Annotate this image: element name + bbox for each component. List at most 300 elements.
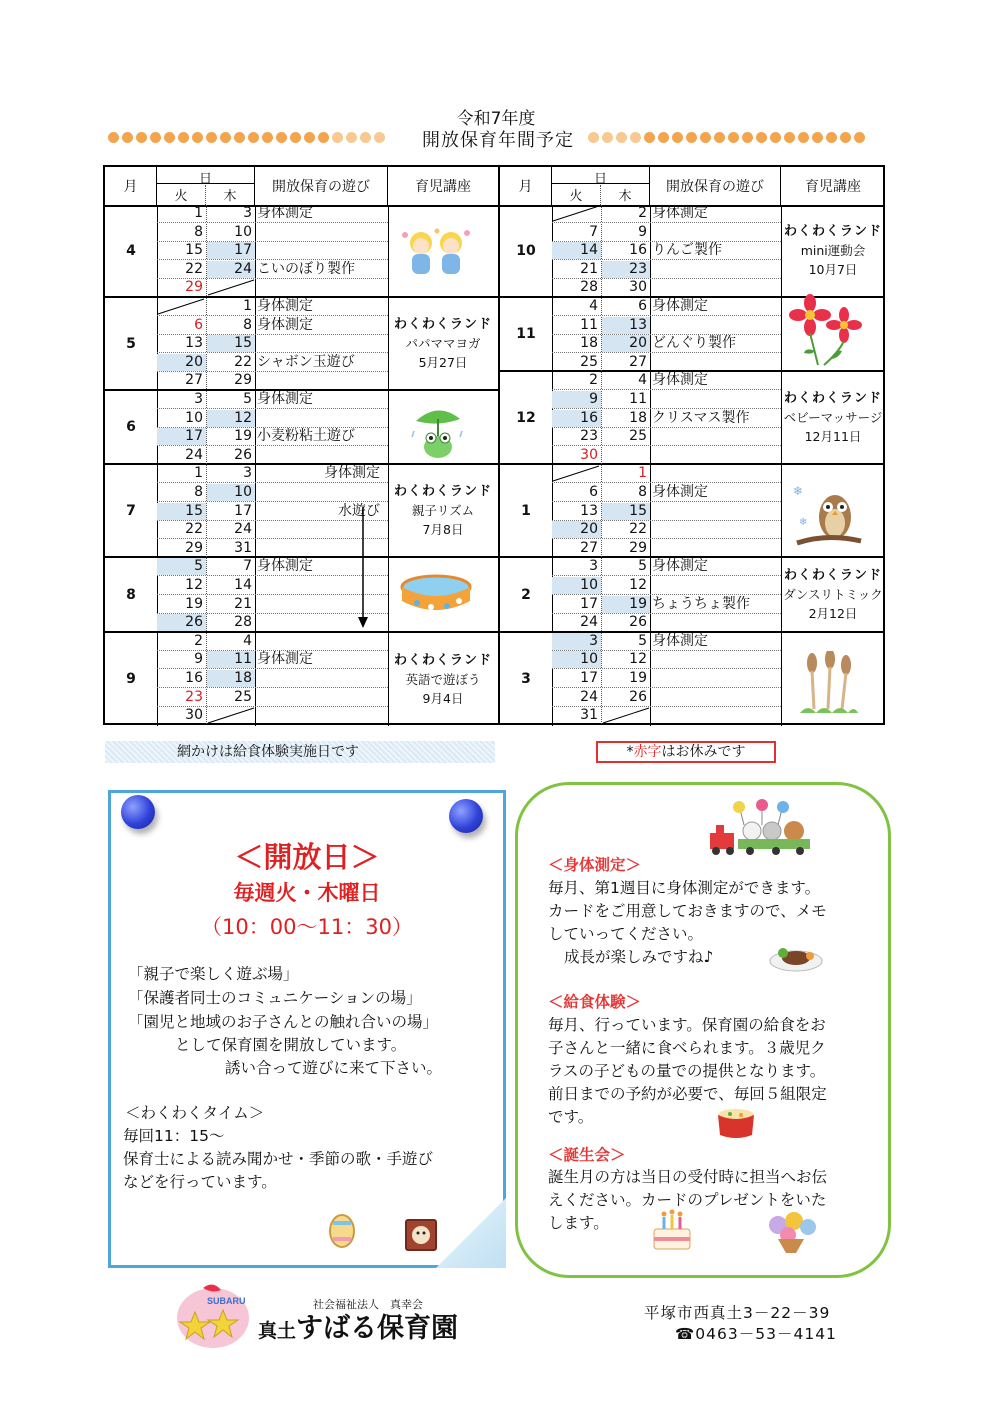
play-activity: シャボン玉遊び xyxy=(257,353,355,370)
measure-line: 成長が楽しみですね♪ xyxy=(564,948,714,966)
day-row xyxy=(552,224,781,242)
open-day-line: 「親子で楽しく遊ぶ場」 xyxy=(128,965,299,983)
dot-ornament xyxy=(332,132,343,143)
course-series: わくわくランド xyxy=(393,484,492,500)
day-row xyxy=(157,298,388,316)
day-row xyxy=(157,447,388,465)
thursday-date: 6 xyxy=(638,298,647,314)
dot-ornament xyxy=(262,132,273,143)
play-activity: 身体測定 xyxy=(257,558,313,575)
dot-divider-right xyxy=(588,132,865,144)
day-row xyxy=(552,205,781,223)
thursday-date: 27 xyxy=(629,353,647,370)
day-row xyxy=(157,205,388,223)
course-date: 10月7日 xyxy=(808,262,858,277)
tuesday-date: 8 xyxy=(194,483,203,500)
tuesday-date: 14 xyxy=(552,242,601,259)
open-day-time: （10：00～11：30） xyxy=(201,915,413,939)
tuesday-date: 27 xyxy=(580,539,598,556)
plan-year: 令和7年度 xyxy=(456,109,536,129)
play-activity: 身体測定 xyxy=(652,558,708,575)
play-activity xyxy=(650,354,779,371)
day-row xyxy=(552,577,781,595)
tuesday-date: 8 xyxy=(194,223,203,240)
month-label: 1 xyxy=(500,465,553,556)
address: 平塚市西真土3－22－39 xyxy=(644,1304,831,1322)
lunch-title: ＜給食体験＞ xyxy=(548,993,642,1011)
open-day-panel xyxy=(108,790,506,1268)
lunch-line: 子さんと一緒に食べられます。３歳児ク xyxy=(548,1039,826,1057)
corporation-name: 社会福祉法人 真幸会 xyxy=(313,1298,423,1311)
day-row xyxy=(552,521,781,539)
tuesday-date: 17 xyxy=(580,669,598,686)
day-row xyxy=(157,354,388,372)
dot-ornament xyxy=(220,132,231,143)
dot-ornament xyxy=(602,132,613,143)
horsetail-icon xyxy=(796,651,860,717)
day-row xyxy=(157,242,388,260)
thursday-date: 20 xyxy=(602,335,650,352)
month-block xyxy=(105,298,498,391)
logo-text: SUBARU xyxy=(207,1296,246,1306)
day-row xyxy=(157,540,388,558)
tuesday-date: 23 xyxy=(185,688,203,705)
day-row xyxy=(157,391,388,409)
play-activity xyxy=(650,224,779,241)
thursday-date: 31 xyxy=(234,539,252,556)
play-activity xyxy=(255,410,386,427)
day-row xyxy=(157,261,388,279)
play-activity: 身体測定 xyxy=(257,205,313,221)
day-row xyxy=(157,503,388,521)
subaru-logo xyxy=(173,1282,251,1350)
play-activity xyxy=(255,279,386,296)
parenting-course xyxy=(781,372,885,463)
thursday-date: 18 xyxy=(629,409,647,426)
thursday-date: 11 xyxy=(207,651,255,668)
thursday-date: 15 xyxy=(207,335,255,352)
course-name: 親子リズム xyxy=(411,503,475,519)
tuesday-date: 15 xyxy=(185,242,203,259)
day-row xyxy=(552,689,781,707)
lunch-line: です。 xyxy=(548,1108,594,1126)
course-date: 7月8日 xyxy=(422,522,464,538)
course-date: 9月4日 xyxy=(422,690,464,706)
dot-ornament xyxy=(742,132,753,143)
month-label: 11 xyxy=(500,298,553,370)
dot-ornament xyxy=(248,132,259,143)
open-day-line: として保育園を開放しています。 xyxy=(175,1036,407,1054)
dot-ornament xyxy=(812,132,823,143)
thursday-date: 15 xyxy=(602,503,650,520)
dot-ornament xyxy=(700,132,711,143)
dot-ornament xyxy=(658,132,669,143)
tuesday-date: 29 xyxy=(185,539,203,556)
day-row xyxy=(157,465,388,483)
day-row xyxy=(157,279,388,297)
dot-ornament xyxy=(206,132,217,143)
play-activity: クリスマス製作 xyxy=(652,409,750,426)
play-activity: りんご製作 xyxy=(652,242,722,259)
month-block xyxy=(105,465,498,558)
play-activity xyxy=(255,484,386,501)
month-label: 8 xyxy=(105,558,158,630)
day-row xyxy=(157,707,388,725)
day-row xyxy=(552,410,781,428)
play-activity xyxy=(650,670,779,687)
tuesday-date: 9 xyxy=(194,651,203,668)
thursday-date: 29 xyxy=(629,539,647,556)
play-activity: 身体測定 xyxy=(257,391,313,407)
tuesday-date: 5 xyxy=(157,558,206,575)
tuesday-date: 20 xyxy=(552,521,601,538)
thursday-date: 5 xyxy=(638,558,647,575)
day-row xyxy=(552,484,781,502)
open-day-line: 「保護者同士のコミュニケーションの場」 xyxy=(128,989,422,1007)
red-legend-suffix: はお休みです xyxy=(661,744,746,760)
tuesday-date: 19 xyxy=(185,595,203,612)
thursday-date: 12 xyxy=(629,576,647,593)
page-curl xyxy=(436,1198,506,1268)
nursery-prefix: 真土 xyxy=(258,1320,297,1342)
thursday-date: 4 xyxy=(638,372,647,389)
play-activity xyxy=(650,651,779,668)
no-session-slash xyxy=(552,205,600,222)
play-activity xyxy=(650,428,779,445)
dot-ornament xyxy=(770,132,781,143)
thursday-date: 11 xyxy=(629,390,647,407)
dot-ornament xyxy=(374,132,385,143)
tuesday-date: 11 xyxy=(580,316,598,333)
thursday-date: 13 xyxy=(602,317,650,334)
page-title: 開放保育年間予定 xyxy=(422,130,574,151)
red-legend-word: 赤字 xyxy=(633,744,662,760)
svg-text:❄: ❄ xyxy=(793,484,804,498)
day-row xyxy=(552,335,781,353)
play-activity xyxy=(255,689,386,706)
tuesday-date: 24 xyxy=(580,688,598,705)
dot-ornament xyxy=(728,132,739,143)
month-label: 7 xyxy=(105,465,158,556)
parenting-course xyxy=(388,298,498,389)
month-block xyxy=(105,633,498,726)
no-session-slash xyxy=(602,707,650,724)
day-row xyxy=(552,614,781,632)
frog-leaf-icon xyxy=(410,401,466,461)
pushpin-icon xyxy=(121,795,155,829)
dot-ornament xyxy=(644,132,655,143)
thursday-date: 24 xyxy=(207,261,255,278)
course-series: わくわくランド xyxy=(783,391,882,407)
tuesday-date: 29 xyxy=(185,279,203,296)
header-thu: 木 xyxy=(618,189,632,204)
month-block xyxy=(500,205,885,298)
month-label: 4 xyxy=(105,205,158,296)
play-activity xyxy=(650,317,779,334)
dot-divider-left xyxy=(108,132,385,144)
open-day-days: 毎週火・木曜日 xyxy=(233,881,381,905)
thursday-date: 22 xyxy=(629,521,647,538)
thursday-date xyxy=(602,447,650,464)
tuesday-date: 4 xyxy=(589,298,598,314)
day-row xyxy=(552,651,781,669)
play-activity xyxy=(650,521,779,538)
play-activity xyxy=(650,279,779,296)
measure-line: 毎月、第1週目に身体測定ができます。 xyxy=(548,879,821,897)
play-activity xyxy=(650,465,779,482)
open-day-title: ＜開放日＞ xyxy=(234,840,380,874)
play-activity xyxy=(650,447,779,464)
month-label: 12 xyxy=(500,372,553,463)
thursday-date: 9 xyxy=(638,223,647,240)
open-day-line: 「園児と地域のお子さんとの触れ合いの場」 xyxy=(128,1013,439,1031)
day-row xyxy=(157,335,388,353)
toy-train-icon xyxy=(706,799,814,857)
tuesday-date: 28 xyxy=(580,279,598,296)
tuesday-date: 30 xyxy=(185,707,203,724)
play-activity: ちょうちょ製作 xyxy=(652,595,750,612)
pool-icon xyxy=(399,573,473,615)
tuesday-date: 22 xyxy=(185,521,203,538)
dot-ornament xyxy=(686,132,697,143)
thursday-date: 2 xyxy=(638,205,647,221)
tuesday-date: 31 xyxy=(580,707,598,724)
thursday-date: 26 xyxy=(234,446,252,463)
thursday-date: 19 xyxy=(234,428,252,445)
pushpin-icon xyxy=(449,799,483,833)
day-row xyxy=(552,465,781,483)
children-icon xyxy=(397,225,477,283)
dot-ornament xyxy=(164,132,175,143)
header-month: 月 xyxy=(500,167,552,205)
play-activity xyxy=(650,261,779,278)
play-activity xyxy=(650,614,779,631)
course-date: 2月12日 xyxy=(808,606,858,622)
thursday-date: 29 xyxy=(234,372,252,389)
tuesday-date: 1 xyxy=(194,465,203,482)
measure-line: していってください。 xyxy=(548,925,704,943)
thursday-date: 21 xyxy=(234,595,252,612)
month-block xyxy=(500,372,885,465)
day-row xyxy=(157,558,388,576)
measure-line: カードをご用意しておきますので、メモ xyxy=(548,902,827,920)
play-activity xyxy=(650,540,779,557)
play-activity xyxy=(650,503,779,520)
tuesday-date: 18 xyxy=(580,335,598,352)
calendar-header xyxy=(500,167,885,207)
thursday-date: 12 xyxy=(629,651,647,668)
thursday-date: 22 xyxy=(234,353,252,370)
day-row xyxy=(552,261,781,279)
tuesday-date: 10 xyxy=(552,577,601,594)
course-series: わくわくランド xyxy=(783,224,882,239)
thursday-date: 26 xyxy=(629,688,647,705)
day-row xyxy=(552,391,781,409)
day-row xyxy=(157,428,388,446)
thursday-date: 8 xyxy=(243,316,252,333)
thursday-date: 26 xyxy=(629,614,647,631)
tuesday-date: 13 xyxy=(185,335,203,352)
calendar-right-half xyxy=(498,167,885,723)
header-day-label: 日 xyxy=(552,168,649,184)
play-activity xyxy=(650,577,779,594)
course-date: 5月27日 xyxy=(418,355,468,370)
tuesday-date: 10 xyxy=(552,651,601,668)
dot-ornament xyxy=(840,132,851,143)
day-row xyxy=(552,298,781,316)
header-play: 開放保育の遊び xyxy=(650,167,781,205)
dot-ornament xyxy=(714,132,725,143)
day-row xyxy=(157,484,388,502)
calendar-header xyxy=(105,167,498,207)
no-session-slash xyxy=(157,298,205,315)
course-name: ベビーマッサージ xyxy=(783,410,883,426)
thursday-date: 24 xyxy=(234,521,252,538)
dot-ornament xyxy=(122,132,133,143)
month-label: 3 xyxy=(500,633,553,726)
dot-ornament xyxy=(616,132,627,143)
tuesday-date: 12 xyxy=(185,576,203,593)
play-activity: 身体測定 xyxy=(257,651,313,668)
thursday-date: 3 xyxy=(243,465,252,482)
day-row xyxy=(552,596,781,614)
header-month: 月 xyxy=(105,167,157,205)
month-block xyxy=(500,558,885,632)
tuesday-date: 27 xyxy=(185,372,203,389)
birthday-title: ＜誕生会＞ xyxy=(548,1146,626,1164)
tuesday-date: 24 xyxy=(580,614,598,631)
lunch-line: 毎月、行っています。保育園の給食をお xyxy=(548,1016,826,1034)
arrow-down-icon xyxy=(356,507,370,629)
tuesday-date: 7 xyxy=(589,223,598,240)
nursery-main: すばる保育園 xyxy=(296,1313,459,1344)
thursday-date: 14 xyxy=(234,576,252,593)
tuesday-date: 3 xyxy=(552,633,601,650)
thursday-date: 5 xyxy=(243,391,252,407)
tuesday-date: 17 xyxy=(580,595,598,612)
play-activity: 水遊び xyxy=(338,502,380,519)
day-row xyxy=(552,558,781,576)
picture-book-icon xyxy=(403,1217,439,1253)
course-series: わくわくランド xyxy=(393,652,492,668)
play-activity: 小麦粉粘土遊び xyxy=(257,428,355,445)
day-row xyxy=(157,224,388,242)
thursday-date: 3 xyxy=(243,205,252,221)
day-row xyxy=(157,633,388,651)
thursday-date: 8 xyxy=(638,483,647,500)
dot-ornament xyxy=(234,132,245,143)
play-activity: 身体測定 xyxy=(324,465,380,482)
tuesday-date: 10 xyxy=(185,409,203,426)
dot-ornament xyxy=(588,132,599,143)
header-course: 育児講座 xyxy=(415,179,471,195)
play-activity xyxy=(255,372,386,389)
telephone: ☎0463－53－4141 xyxy=(675,1325,837,1343)
waku-line: 毎回11：15～ xyxy=(123,1127,225,1145)
column-divider xyxy=(781,465,782,556)
tuesday-date: 3 xyxy=(589,558,598,575)
day-row xyxy=(552,540,781,558)
day-row xyxy=(552,633,781,651)
thursday-date: 1 xyxy=(243,298,252,314)
month-label: 10 xyxy=(500,205,553,296)
tuesday-date: 16 xyxy=(552,410,601,427)
waku-line: などを行っています。 xyxy=(123,1173,277,1191)
thursday-date: 16 xyxy=(629,242,647,259)
shaded-legend: 網かけは給食体験実施日です xyxy=(105,741,495,763)
play-activity xyxy=(255,670,386,687)
day-row xyxy=(157,317,388,335)
open-day-line: 誘い合って遊びに来て下さい。 xyxy=(225,1059,443,1077)
month-label: 9 xyxy=(105,633,158,726)
thursday-date: 7 xyxy=(243,558,252,575)
dot-ornament xyxy=(756,132,767,143)
dot-ornament xyxy=(192,132,203,143)
header-day xyxy=(157,167,255,205)
parenting-course xyxy=(388,633,498,726)
thursday-date: 1 xyxy=(638,465,647,482)
thursday-date: 25 xyxy=(234,688,252,705)
tuesday-date: 26 xyxy=(157,614,206,631)
play-activity: 身体測定 xyxy=(652,483,708,500)
thursday-date: 4 xyxy=(243,632,252,649)
bouquet-icon xyxy=(764,1211,820,1255)
stew-pot-icon xyxy=(714,1105,758,1141)
birthday-line: します。 xyxy=(548,1214,609,1232)
tuesday-date: 22 xyxy=(185,260,203,277)
course-series: わくわくランド xyxy=(393,317,492,332)
play-activity xyxy=(255,707,386,724)
no-session-slash xyxy=(552,465,600,482)
lunch-line: 前日までの予約が必要で、毎回５組限定 xyxy=(548,1085,827,1103)
day-row xyxy=(552,503,781,521)
no-session-slash xyxy=(207,707,255,724)
play-activity xyxy=(255,242,386,259)
dot-ornament xyxy=(304,132,315,143)
thursday-date: 28 xyxy=(234,614,252,631)
red-legend-prefix: * xyxy=(626,744,634,760)
column-divider xyxy=(388,558,389,630)
thursday-date: 19 xyxy=(629,669,647,686)
thursday-date: 17 xyxy=(234,502,252,519)
day-row xyxy=(552,428,781,446)
owl-icon xyxy=(791,481,863,551)
tuesday-date: 2 xyxy=(589,372,598,389)
dot-ornament xyxy=(360,132,371,143)
thursday-date: 19 xyxy=(602,596,650,613)
waku-title: ＜わくわくタイム＞ xyxy=(125,1104,265,1122)
thursday-date: 12 xyxy=(207,410,255,427)
tuesday-date: 24 xyxy=(185,446,203,463)
thursday-date: 23 xyxy=(602,261,650,278)
tuesday-date: 17 xyxy=(157,428,206,445)
dot-ornament xyxy=(136,132,147,143)
day-row xyxy=(157,372,388,390)
rattle-icon xyxy=(325,1211,359,1251)
lunch-line: ラスの子どもの量での提供となります。 xyxy=(548,1062,826,1080)
red-legend xyxy=(596,741,776,763)
cosmos-flower-icon xyxy=(788,293,864,367)
dot-ornament xyxy=(798,132,809,143)
header-thu: 木 xyxy=(223,189,237,204)
birthday-cake-icon xyxy=(648,1205,696,1255)
play-activity xyxy=(255,633,386,650)
thursday-date: 30 xyxy=(629,279,647,296)
play-activity xyxy=(650,707,779,724)
header-play: 開放保育の遊び xyxy=(255,167,388,205)
dot-ornament xyxy=(276,132,287,143)
tuesday-date: 25 xyxy=(580,353,598,370)
